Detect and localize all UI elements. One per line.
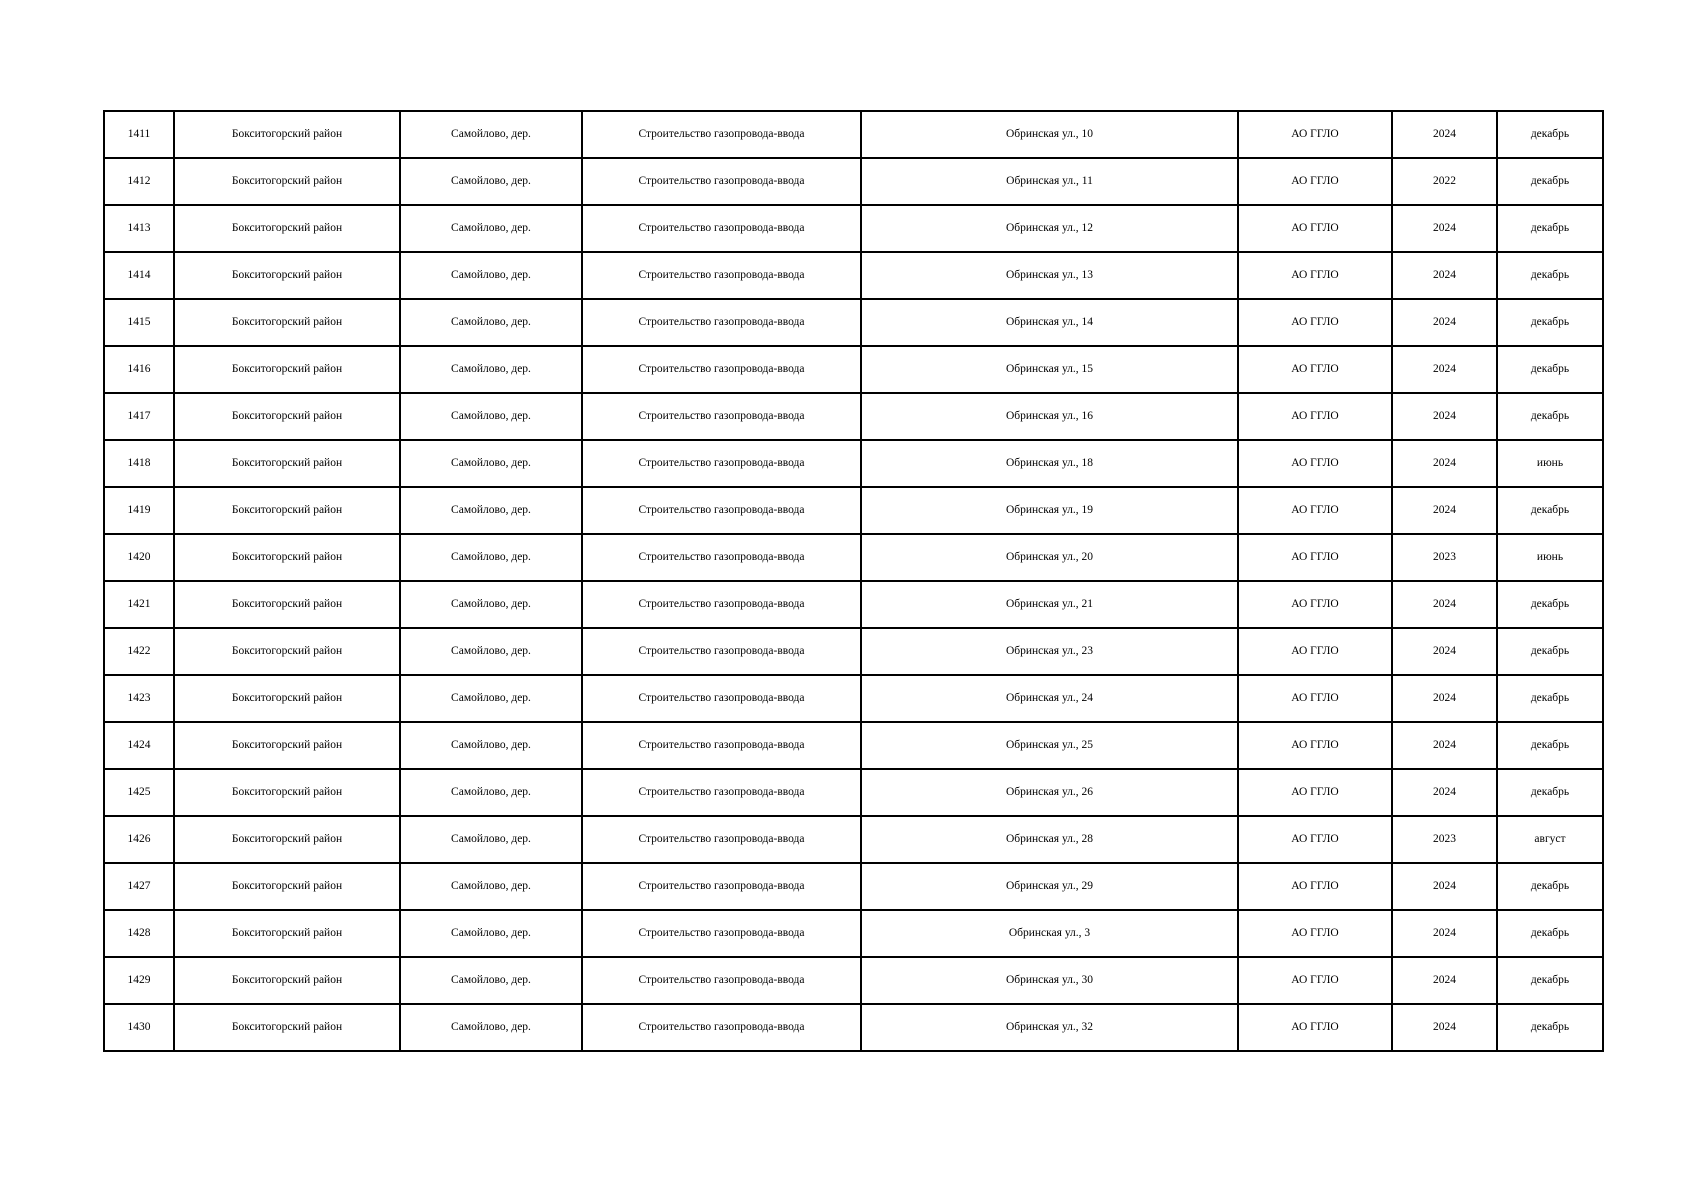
month-cell: декабрь <box>1497 628 1603 675</box>
district-cell: Бокситогорский район <box>174 1004 400 1051</box>
month-cell: декабрь <box>1497 111 1603 158</box>
year-cell: 2024 <box>1392 910 1497 957</box>
organization-cell: АО ГГЛО <box>1238 863 1392 910</box>
year-cell: 2024 <box>1392 863 1497 910</box>
address-cell: Обринская ул., 18 <box>861 440 1238 487</box>
month-cell: декабрь <box>1497 205 1603 252</box>
organization-cell: АО ГГЛО <box>1238 393 1392 440</box>
year-cell: 2024 <box>1392 628 1497 675</box>
row-number-cell: 1429 <box>104 957 174 1004</box>
work-type-cell: Строительство газопровода-ввода <box>582 534 861 581</box>
address-cell: Обринская ул., 20 <box>861 534 1238 581</box>
table-row <box>104 487 1603 534</box>
organization-cell: АО ГГЛО <box>1238 628 1392 675</box>
address-cell: Обринская ул., 15 <box>861 346 1238 393</box>
address-cell: Обринская ул., 23 <box>861 628 1238 675</box>
settlement-cell: Самойлово, дер. <box>400 1004 582 1051</box>
row-number-cell: 1416 <box>104 346 174 393</box>
organization-cell: АО ГГЛО <box>1238 957 1392 1004</box>
row-number-cell: 1413 <box>104 205 174 252</box>
table-row <box>104 440 1603 487</box>
address-cell: Обринская ул., 24 <box>861 675 1238 722</box>
organization-cell: АО ГГЛО <box>1238 440 1392 487</box>
month-cell: декабрь <box>1497 722 1603 769</box>
gas-pipeline-table <box>103 110 1604 1052</box>
year-cell: 2022 <box>1392 158 1497 205</box>
organization-cell: АО ГГЛО <box>1238 675 1392 722</box>
address-cell: Обринская ул., 21 <box>861 581 1238 628</box>
work-type-cell: Строительство газопровода-ввода <box>582 252 861 299</box>
settlement-cell: Самойлово, дер. <box>400 628 582 675</box>
work-type-cell: Строительство газопровода-ввода <box>582 299 861 346</box>
address-cell: Обринская ул., 11 <box>861 158 1238 205</box>
district-cell: Бокситогорский район <box>174 487 400 534</box>
row-number-cell: 1427 <box>104 863 174 910</box>
row-number-cell: 1424 <box>104 722 174 769</box>
row-number-cell: 1421 <box>104 581 174 628</box>
row-number-cell: 1425 <box>104 769 174 816</box>
district-cell: Бокситогорский район <box>174 675 400 722</box>
settlement-cell: Самойлово, дер. <box>400 769 582 816</box>
year-cell: 2024 <box>1392 440 1497 487</box>
table-row <box>104 252 1603 299</box>
organization-cell: АО ГГЛО <box>1238 299 1392 346</box>
address-cell: Обринская ул., 19 <box>861 487 1238 534</box>
year-cell: 2024 <box>1392 393 1497 440</box>
table-row <box>104 1004 1603 1051</box>
year-cell: 2024 <box>1392 205 1497 252</box>
settlement-cell: Самойлово, дер. <box>400 205 582 252</box>
address-cell: Обринская ул., 13 <box>861 252 1238 299</box>
month-cell: июнь <box>1497 440 1603 487</box>
month-cell: декабрь <box>1497 487 1603 534</box>
work-type-cell: Строительство газопровода-ввода <box>582 722 861 769</box>
table-row <box>104 863 1603 910</box>
district-cell: Бокситогорский район <box>174 581 400 628</box>
work-type-cell: Строительство газопровода-ввода <box>582 440 861 487</box>
month-cell: декабрь <box>1497 581 1603 628</box>
table-row <box>104 769 1603 816</box>
organization-cell: АО ГГЛО <box>1238 111 1392 158</box>
address-cell: Обринская ул., 25 <box>861 722 1238 769</box>
year-cell: 2024 <box>1392 111 1497 158</box>
month-cell: август <box>1497 816 1603 863</box>
table-row <box>104 205 1603 252</box>
table-row <box>104 816 1603 863</box>
organization-cell: АО ГГЛО <box>1238 158 1392 205</box>
row-number-cell: 1418 <box>104 440 174 487</box>
year-cell: 2024 <box>1392 299 1497 346</box>
district-cell: Бокситогорский район <box>174 158 400 205</box>
month-cell: декабрь <box>1497 252 1603 299</box>
settlement-cell: Самойлово, дер. <box>400 346 582 393</box>
row-number-cell: 1417 <box>104 393 174 440</box>
year-cell: 2024 <box>1392 957 1497 1004</box>
settlement-cell: Самойлово, дер. <box>400 534 582 581</box>
table-row <box>104 675 1603 722</box>
settlement-cell: Самойлово, дер. <box>400 910 582 957</box>
organization-cell: АО ГГЛО <box>1238 816 1392 863</box>
year-cell: 2024 <box>1392 581 1497 628</box>
settlement-cell: Самойлово, дер. <box>400 299 582 346</box>
address-cell: Обринская ул., 29 <box>861 863 1238 910</box>
organization-cell: АО ГГЛО <box>1238 769 1392 816</box>
address-cell: Обринская ул., 12 <box>861 205 1238 252</box>
year-cell: 2023 <box>1392 534 1497 581</box>
organization-cell: АО ГГЛО <box>1238 346 1392 393</box>
address-cell: Обринская ул., 3 <box>861 910 1238 957</box>
work-type-cell: Строительство газопровода-ввода <box>582 205 861 252</box>
row-number-cell: 1420 <box>104 534 174 581</box>
work-type-cell: Строительство газопровода-ввода <box>582 487 861 534</box>
work-type-cell: Строительство газопровода-ввода <box>582 111 861 158</box>
work-type-cell: Строительство газопровода-ввода <box>582 158 861 205</box>
table-row <box>104 628 1603 675</box>
district-cell: Бокситогорский район <box>174 863 400 910</box>
settlement-cell: Самойлово, дер. <box>400 487 582 534</box>
address-cell: Обринская ул., 26 <box>861 769 1238 816</box>
work-type-cell: Строительство газопровода-ввода <box>582 675 861 722</box>
organization-cell: АО ГГЛО <box>1238 487 1392 534</box>
table-row <box>104 158 1603 205</box>
row-number-cell: 1430 <box>104 1004 174 1051</box>
district-cell: Бокситогорский район <box>174 816 400 863</box>
month-cell: декабрь <box>1497 158 1603 205</box>
organization-cell: АО ГГЛО <box>1238 581 1392 628</box>
settlement-cell: Самойлово, дер. <box>400 440 582 487</box>
year-cell: 2024 <box>1392 769 1497 816</box>
district-cell: Бокситогорский район <box>174 910 400 957</box>
year-cell: 2024 <box>1392 346 1497 393</box>
year-cell: 2024 <box>1392 487 1497 534</box>
table-row <box>104 581 1603 628</box>
district-cell: Бокситогорский район <box>174 534 400 581</box>
row-number-cell: 1415 <box>104 299 174 346</box>
settlement-cell: Самойлово, дер. <box>400 675 582 722</box>
year-cell: 2024 <box>1392 1004 1497 1051</box>
month-cell: декабрь <box>1497 346 1603 393</box>
district-cell: Бокситогорский район <box>174 393 400 440</box>
table-row <box>104 722 1603 769</box>
settlement-cell: Самойлово, дер. <box>400 581 582 628</box>
table-row <box>104 910 1603 957</box>
organization-cell: АО ГГЛО <box>1238 910 1392 957</box>
row-number-cell: 1411 <box>104 111 174 158</box>
work-type-cell: Строительство газопровода-ввода <box>582 957 861 1004</box>
district-cell: Бокситогорский район <box>174 252 400 299</box>
row-number-cell: 1414 <box>104 252 174 299</box>
settlement-cell: Самойлово, дер. <box>400 863 582 910</box>
row-number-cell: 1426 <box>104 816 174 863</box>
work-type-cell: Строительство газопровода-ввода <box>582 393 861 440</box>
work-type-cell: Строительство газопровода-ввода <box>582 910 861 957</box>
district-cell: Бокситогорский район <box>174 722 400 769</box>
settlement-cell: Самойлово, дер. <box>400 252 582 299</box>
address-cell: Обринская ул., 16 <box>861 393 1238 440</box>
table-body <box>104 111 1603 1051</box>
organization-cell: АО ГГЛО <box>1238 205 1392 252</box>
year-cell: 2024 <box>1392 252 1497 299</box>
year-cell: 2024 <box>1392 675 1497 722</box>
month-cell: декабрь <box>1497 675 1603 722</box>
address-cell: Обринская ул., 14 <box>861 299 1238 346</box>
month-cell: декабрь <box>1497 910 1603 957</box>
district-cell: Бокситогорский район <box>174 299 400 346</box>
month-cell: декабрь <box>1497 863 1603 910</box>
year-cell: 2024 <box>1392 722 1497 769</box>
month-cell: декабрь <box>1497 1004 1603 1051</box>
row-number-cell: 1419 <box>104 487 174 534</box>
row-number-cell: 1428 <box>104 910 174 957</box>
address-cell: Обринская ул., 10 <box>861 111 1238 158</box>
address-cell: Обринская ул., 30 <box>861 957 1238 1004</box>
district-cell: Бокситогорский район <box>174 440 400 487</box>
table-row <box>104 393 1603 440</box>
table-row <box>104 534 1603 581</box>
month-cell: декабрь <box>1497 769 1603 816</box>
settlement-cell: Самойлово, дер. <box>400 816 582 863</box>
work-type-cell: Строительство газопровода-ввода <box>582 628 861 675</box>
month-cell: декабрь <box>1497 393 1603 440</box>
settlement-cell: Самойлово, дер. <box>400 393 582 440</box>
table-row <box>104 111 1603 158</box>
row-number-cell: 1423 <box>104 675 174 722</box>
settlement-cell: Самойлово, дер. <box>400 111 582 158</box>
district-cell: Бокситогорский район <box>174 628 400 675</box>
organization-cell: АО ГГЛО <box>1238 722 1392 769</box>
table-row <box>104 346 1603 393</box>
district-cell: Бокситогорский район <box>174 346 400 393</box>
settlement-cell: Самойлово, дер. <box>400 722 582 769</box>
work-type-cell: Строительство газопровода-ввода <box>582 1004 861 1051</box>
settlement-cell: Самойлово, дер. <box>400 957 582 1004</box>
organization-cell: АО ГГЛО <box>1238 534 1392 581</box>
district-cell: Бокситогорский район <box>174 111 400 158</box>
work-type-cell: Строительство газопровода-ввода <box>582 769 861 816</box>
year-cell: 2023 <box>1392 816 1497 863</box>
table-row <box>104 299 1603 346</box>
district-cell: Бокситогорский район <box>174 957 400 1004</box>
month-cell: декабрь <box>1497 299 1603 346</box>
address-cell: Обринская ул., 32 <box>861 1004 1238 1051</box>
work-type-cell: Строительство газопровода-ввода <box>582 581 861 628</box>
address-cell: Обринская ул., 28 <box>861 816 1238 863</box>
row-number-cell: 1412 <box>104 158 174 205</box>
district-cell: Бокситогорский район <box>174 769 400 816</box>
organization-cell: АО ГГЛО <box>1238 252 1392 299</box>
work-type-cell: Строительство газопровода-ввода <box>582 863 861 910</box>
settlement-cell: Самойлово, дер. <box>400 158 582 205</box>
work-type-cell: Строительство газопровода-ввода <box>582 346 861 393</box>
month-cell: июнь <box>1497 534 1603 581</box>
table-row <box>104 957 1603 1004</box>
month-cell: декабрь <box>1497 957 1603 1004</box>
work-type-cell: Строительство газопровода-ввода <box>582 816 861 863</box>
row-number-cell: 1422 <box>104 628 174 675</box>
district-cell: Бокситогорский район <box>174 205 400 252</box>
organization-cell: АО ГГЛО <box>1238 1004 1392 1051</box>
